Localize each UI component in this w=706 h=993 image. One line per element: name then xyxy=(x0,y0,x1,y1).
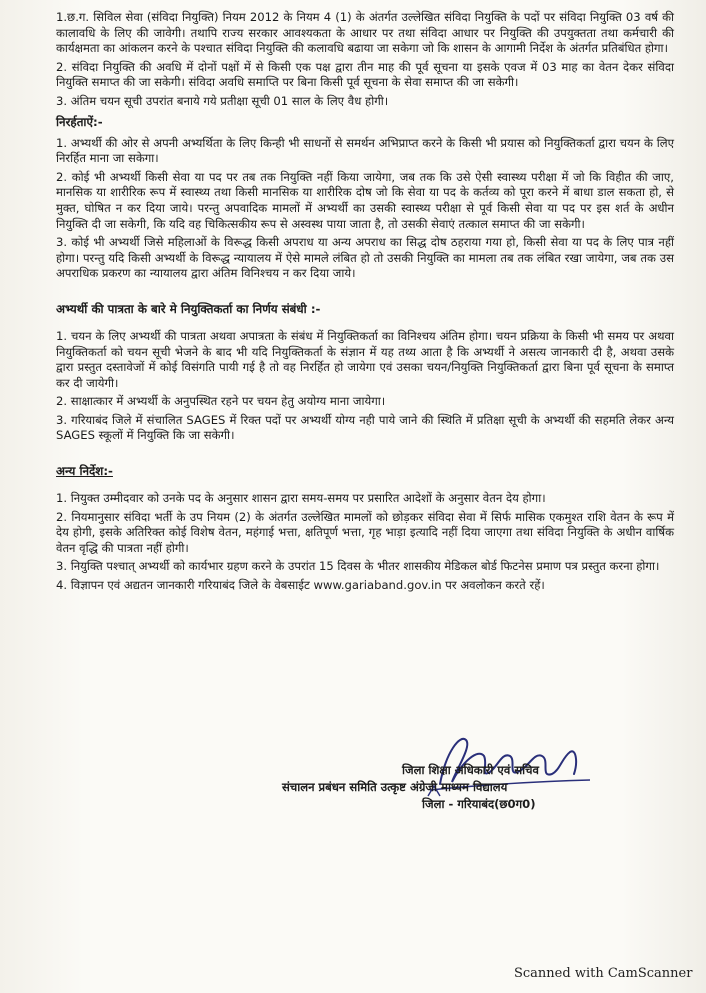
disqualifications-heading: निरर्हताऐं:- xyxy=(56,114,103,129)
rules-para-3: 3. अंतिम चयन सूची उपरांत बनाये गये प्रतीक्षा सूची 01 साल के लिए वैध होगी। xyxy=(56,93,389,108)
signatory-block xyxy=(282,762,682,813)
signatory-committee: संचालन प्रबंधन समिति उत्कृष्ट अंग्रेजी माध्यम विद्यालय xyxy=(282,780,508,794)
signatory-designation: जिला शिक्षा अधिकारी एवं सचिव xyxy=(402,763,539,777)
eligibility-para-3: 3. गरियाबंद जिले में संचालित SAGES में रिक्त पदों पर अभ्यर्थी योग्य नही पाये जाने की स्थिति में प्रतिक्षा सूची के अभ्यर्थी की सहमति लेकर अन्य SAGES स्कूलों में नियुक्ति कि जा सकेगी। xyxy=(56,412,674,443)
other-para-2: 2. नियमानुसार संविदा भर्ती के उप नियम (2) के अंतर्गत उल्लेखित मामलों को छोड़कर संविदा सेवा में सिर्फ मासिक एकमुश्त राशि वेतन के रूप में देय होगी, इसके अतिरिक्त कोई विशेष वेतन, महंगाई भत्ता, क्षतिपूर्ण भत्ता, गृह भाड़ा इत्यादि नहीं दिया जाएगा तथा संविदा नियुक्ति के अधीन वार्षिक वेतन वृद्धि की पात्रता नहीं होगी। xyxy=(56,509,675,555)
eligibility-heading: अभ्यर्थी की पात्रता के बारे मे नियुक्तिकर्ता का निर्णय संबंधी :- xyxy=(56,301,321,316)
other-para-1: 1. नियुक्त उम्मीदवार को उनके पद के अनुसार शासन द्वारा समय-समय पर प्रसारित आदेशों के अनुसार वेतन देय होगा। xyxy=(56,491,546,506)
eligibility-para-2: 2. साक्षात्कार में अभ्यर्थी के अनुपस्थित रहने पर चयन हेतु अयोग्य माना जायेगा। xyxy=(56,394,386,409)
scanner-watermark: Scanned with CamScanner xyxy=(514,966,693,981)
other-para-3: 3. नियुक्ति पश्चात् अभ्यर्थी को कार्यभार ग्रहण करने के उपरांत 15 दिवस के भीतर शासकीय मेडिकल बोर्ड फिटनेस प्रमाण पत्र प्रस्तुत करना होगा। xyxy=(56,559,660,574)
disqualification-para-2: 2. कोई भी अभ्यर्थी किसी सेवा या पद पर तब तक नियुक्ति नहीं किया जायेगा, जब तक कि उसे ऐसी स्वास्थ्य परीक्षा में जो कि विहीत की जाए, मानसिक या शारीरिक रूप में स्वास्थ्य तथा किसी मानसिक या शारीरिक दोष जो कि सेवा या पद के कर्तव्य को पूरा करने में बाधा डाल सकता हो, से मुक्त, घोषित न कर दिया जाये। परन्तु अपवादिक मामलों में अभ्यर्थी का उसकी स्वास्थ्य परीक्षा से पूर्व किसी सेवा या पद पर इस शर्त के अधीन नियुक्ति दी जा सकेगी, कि यदि वह चिकित्सकीय रूप से अस्वस्थ पाया जाता है, तो उसकी सेवाएं तत्काल समाप्त की जा सकेगी। xyxy=(56,169,674,231)
signatory-district: जिला - गरियाबंद(छ0ग0) xyxy=(422,797,536,811)
other-instructions-heading: अन्य निर्देश:- xyxy=(56,464,113,479)
rules-para-1: 1.छ.ग. सिविल सेवा (संविदा नियुक्ति) नियम 2012 के नियम 4 (1) के अंतर्गत उल्लेखित संविदा नियुक्ति के पदों पर संविदा नियुक्ति 03 वर्ष की कालावधि के लिए की जावेगी। तथापि राज्य सरकार आवश्यकता के आधार पर तथा संविदा आधार पर नियुक्ति की उपयुक्तता तथा कर्मचारी की कार्यक्षमता का आंकलन करने के पश्चात संविदा नियुक्ति की कलावधि बढाया जा सकेगा जो कि शासन के आगामी निर्देश के अंतर्गत प्रतिबंधित होगा। xyxy=(56,10,674,56)
disqualification-para-1: 1. अभ्यर्थी की ओर से अपनी अभ्यर्थिता के लिए किन्ही भी साधनों से समर्थन अभिप्राप्त करने के किसी भी प्रयास को नियुक्तिकर्ता द्वारा चयन के लिए निरर्हित माना जा सकेगा। xyxy=(56,135,674,166)
eligibility-para-1: 1. चयन के लिए अभ्यर्थी की पात्रता अथवा अपात्रता के संबंध में नियुक्तिकर्ता का विनिश्चय अंतिम होगा। चयन प्रक्रिया के किसी भी समय पर अथवा नियुक्तिकर्ता को चयन सूची भेजने के बाद भी यदि नियुक्तिकर्ता के संज्ञान में यह तथ्य आता है कि अभ्यर्थी ने असत्य जानकारी दी है, अथवा उसके द्वारा प्रस्तुत दस्तावेजों में कोई विसंगति पायी गई है तो वह निरर्हित हो जायेगा एवं उसका चयन/नियुक्ति नियुक्तिकर्ता द्वारा बिना पूर्व सूचना के समाप्त कर दी जायेगी। xyxy=(56,328,674,390)
disqualification-para-3: 3. कोई भी अभ्यर्थी जिसे महिलाओं के विरूद्ध किसी अपराध या अन्य अपराध का सिद्ध दोष ठहराया गया हो, किसी सेवा या पद के लिए पात्र नहीं होगा। परन्तु यदि किसी अभ्यर्थी के विरूद्ध न्यायालय में ऐसे मामले लंबित हो तो उसकी नियुक्ति का मामला तब तक लंबित रखा जायेगा, जब तक उस अपराधिक प्रकरण का न्यायालय द्वारा अंतिम विनिश्चय न कर दिया जाये। xyxy=(56,235,674,281)
other-para-4: 4. विज्ञापन एवं अद्यतन जानकारी गरियाबंद जिले के वेबसाईट www.gariaband.gov.in पर अवलोकन करते रहें। xyxy=(56,578,545,593)
rules-para-2: 2. संविदा नियुक्ति की अवधि में दोनों पक्षों में से किसी एक पक्ष द्वारा तीन माह की पूर्व सूचना या इसके एवज में 03 माह का वेतन देकर संविदा नियुक्ति समाप्त की जा सकेगी। संविदा अवधि समाप्ति पर बिना किसी पूर्व सूचना के सेवा समाप्त की जा सकेगी। xyxy=(56,59,674,90)
